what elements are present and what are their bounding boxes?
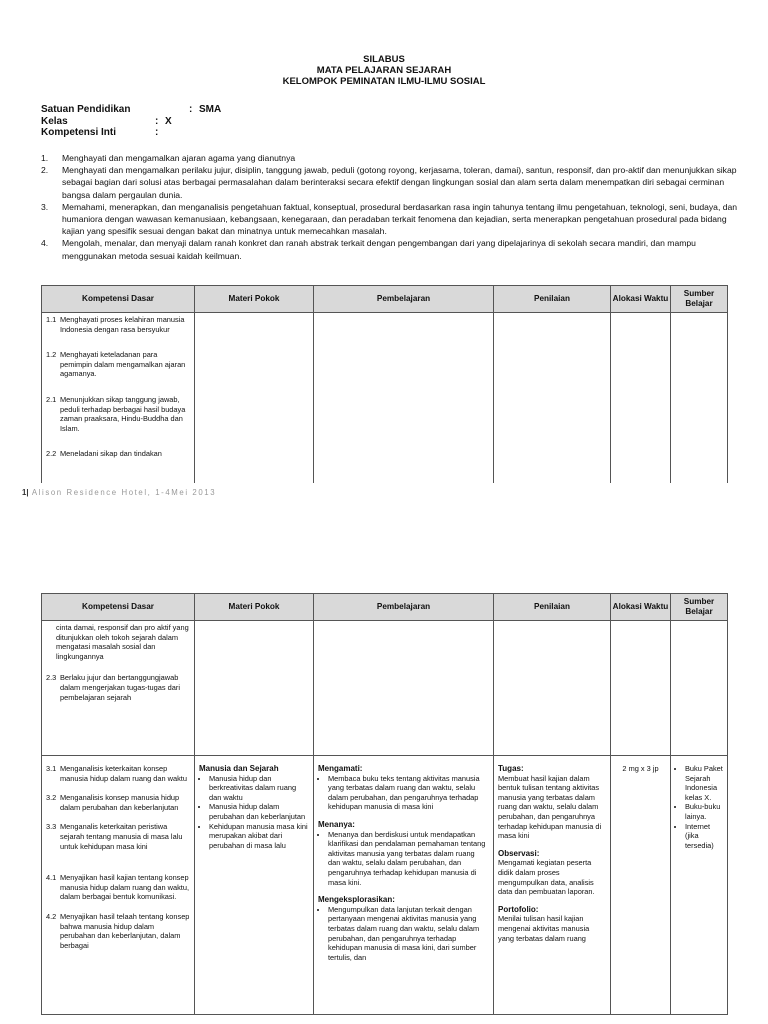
materi-list: [199, 774, 309, 851]
kd-cell: [42, 621, 195, 756]
sumber-list: [675, 764, 723, 850]
penilaian-cell: [494, 756, 611, 1015]
satuan-sep: :: [189, 104, 193, 115]
ki-text: Menghayati dan mengamalkan ajaran agama yang dianutnya: [62, 153, 296, 163]
kd-text: Menyajikan hasil kajian tentang konsep manusia hidup dalam ruang dan waktu, dalam berbagai bentuk komunikasi.: [60, 873, 190, 902]
step-heading: Mengeksplorasikan:: [318, 895, 395, 905]
sumber-cell: [671, 313, 728, 484]
step-heading: Mengamati:: [318, 764, 363, 773]
materi-cell: [195, 621, 314, 756]
ki-text: Memahami, menerapkan, dan menganalisis pengetahuan faktual, konseptual, prosedural berdasarkan rasa ingin tahunya tentang ilmu pengetahuan, teknologi, seni, budaya, dan humaniora dengan wawasan kemanusiaan, kebangsaan, kenegaraan, dan peradaban terkait fenomena dan kejadian, serta menerapkan pengetahuan prosedural pada bidang kajian yang spesifik sesuai dengan bakat dan minatnya untuk memecahkan masalah.: [62, 201, 738, 237]
kd-text: Menghayati keteladanan para pemimpin dalam mengamalkan ajaran agamanya.: [60, 350, 186, 379]
materi-title: Manusia dan Sejarah: [199, 764, 279, 773]
header-materi: Materi Pokok: [195, 286, 314, 313]
assessment-heading: Portofolio:: [498, 904, 539, 914]
kd-text: Menyajikan hasil telaah tentang konsep bahwa manusia hidup dalam perubahan dan keberlanjutan, dalam berbagai: [60, 911, 190, 950]
penilaian-cell: [494, 621, 611, 756]
header-penilaian: Penilaian: [494, 594, 611, 621]
list-item: • Menanya dan berdiskusi untuk mendapatkan klarifikasi dan pendalaman pemahaman tentang aktivitas manusia yang terbatas dalam ruang dan waktu, selalu dalam perubahan, dan pengaruhnya terhadap kehidupan manusia di masa kini.: [328, 830, 489, 888]
materi-cell: [195, 756, 314, 1015]
list-item: • Mengumpulkan data lanjutan terkait dengan pertanyaan mengenai aktivitas manusia yang terbatas dalam ruang dan waktu, selalu dalam perubahan, dan pengaruhnya terhadap kehidupan manusia di masa kini, dari sumber tertulis, dan: [328, 905, 489, 963]
pembelajaran-cell: [314, 756, 494, 1015]
satuan-row: [41, 104, 441, 116]
header-materi: Materi Pokok: [195, 594, 314, 621]
ki-row: [41, 127, 441, 139]
list-item: • Buku-buku lainya.: [685, 802, 723, 821]
kd-num: 4.2: [46, 911, 57, 921]
page-1: [0, 0, 768, 500]
alokasi-cell: [611, 756, 671, 1015]
kelas-value: X: [165, 115, 172, 127]
silabus-table-page2: [41, 593, 728, 1015]
kd-item: [46, 395, 190, 433]
ki-text: Mengolah, menalar, dan menyaji dalam ranah konkret dan ranah abstrak terkait dengan pengembangan dari yang dipelajarinya di sekolah secara mandiri, dan mampu menggunakan metoda sesuai kaidah keilmuan.: [62, 238, 696, 261]
header-alokasi: Alokasi Waktu: [611, 286, 671, 313]
header-alokasi: Alokasi Waktu: [611, 594, 671, 621]
kd-cell: [42, 756, 195, 1015]
table-row: [42, 313, 728, 484]
kd-num: 2.3: [46, 673, 57, 683]
step-heading: Menanya:: [318, 819, 355, 829]
step-list: [318, 830, 489, 888]
kd-num: 3.2: [46, 793, 57, 803]
materi-cell: [195, 313, 314, 484]
kd-text: Menganalisis keterkaitan konsep manusia hidup dalam ruang dan waktu: [60, 764, 187, 783]
kd-item: [46, 673, 190, 702]
ki-num: 4.: [41, 238, 49, 249]
kd-num: 2.2: [46, 449, 57, 459]
kelas-sep: :: [155, 115, 159, 127]
list-item: • Manusia hidup dalam perubahan dan keberlanjutan: [209, 802, 309, 821]
footer-separator: |: [26, 488, 29, 497]
ki-sep: :: [155, 127, 159, 138]
table-row: [42, 756, 728, 1015]
satuan-label: Satuan Pendidikan: [41, 104, 131, 115]
assessment-text: Mengamati kegiatan peserta didik dalam proses mengumpulkan data, analisis data dan pembuatan laporan.: [498, 858, 595, 897]
header-penilaian: Penilaian: [494, 286, 611, 313]
alokasi-cell: [611, 621, 671, 756]
kd-text: Menunjukkan sikap tanggung jawab, peduli terhadap berbagai hasil budaya zaman praaksara, Hindu-Buddha dan Islam.: [60, 394, 186, 433]
header-sumber: Sumber Belajar: [671, 286, 728, 313]
kompetensi-inti-list: [41, 152, 746, 262]
kd-text: Meneladani sikap dan tindakan: [60, 449, 162, 459]
kd-text: Berlaku jujur dan bertanggungjawab dalam mengerjakan tugas-tugas dari pembelajaran sejarah: [60, 673, 180, 702]
kd-item: [46, 449, 190, 459]
ki-item: [41, 152, 746, 164]
kd-item: [46, 350, 190, 379]
kd-num: 2.1: [46, 394, 57, 404]
ki-num: 2.: [41, 165, 49, 176]
page-2: [0, 590, 768, 1024]
ki-item: [41, 164, 746, 201]
list-item: • Internet (jika tersedia): [685, 822, 723, 851]
footer-text: Alison Residence Hotel, 1-4Mei 2013: [31, 488, 217, 497]
ki-num: 1.: [41, 153, 49, 163]
alokasi-value: 2 mg x 3 jp: [622, 764, 659, 773]
ki-item: [41, 201, 746, 238]
list-item: • Kehidupan manusia masa kini merupakan akibat dari perubahan di masa lalu: [209, 822, 309, 851]
silabus-table-page1: [41, 285, 728, 483]
kd-num: 3.1: [46, 764, 57, 773]
title-group: KELOMPOK PEMINATAN ILMU-ILMU SOSIAL: [282, 76, 486, 87]
page-number: 1: [22, 488, 27, 497]
assessment-text: Menilai tulisan hasil kajian mengenai aktivitas manusia yang terbatas dalam ruang: [498, 914, 590, 943]
step-list: [318, 905, 489, 963]
kd-text: Menganalisis konsep manusia hidup dalam perubahan dan keberlanjutan: [60, 793, 180, 812]
list-item: • Buku Paket Sejarah Indonesia kelas X.: [685, 764, 723, 802]
kd-item: [46, 623, 190, 661]
table-header-row: [42, 594, 728, 621]
kd-item: [46, 764, 190, 783]
kd-text: cinta damai, responsif dan pro aktif yang ditunjukkan oleh tokoh sejarah dalam mengatasi masalah sosial dan lingkungannya: [56, 623, 189, 661]
page-footer: [22, 488, 216, 497]
kd-item: [46, 912, 190, 950]
assessment-text: Membuat hasil kajian dalam bentuk tulisan tentang aktivitas manusia yang terbatas dalam ruang dan waktu, selalu dalam perubahan, dan pengaruhnya terhadap kehidupan manusia di masa kini: [498, 773, 602, 841]
satuan-value: SMA: [199, 104, 222, 115]
pembelajaran-cell: [314, 621, 494, 756]
alokasi-cell: [611, 313, 671, 484]
kd-num: 1.1: [46, 315, 57, 324]
title-subject: MATA PELAJARAN SEJARAH: [316, 65, 452, 76]
kd-item: [46, 793, 190, 812]
identity-block: [41, 104, 441, 139]
kd-text: Menganalis keterkaitan peristiwa sejarah tentang manusia di masa lalu untuk kehidupan masa kini: [60, 822, 183, 851]
pembelajaran-cell: [314, 313, 494, 484]
kd-num: 4.1: [46, 873, 57, 883]
document-header: [0, 54, 768, 87]
kd-cell: [42, 313, 195, 484]
sumber-cell: [671, 621, 728, 756]
ki-num: 3.: [41, 201, 49, 212]
header-pembelajaran: Pembelajaran: [314, 286, 494, 313]
header-pembelajaran: Pembelajaran: [314, 594, 494, 621]
list-item: • Manusia hidup dan berkreativitas dalam ruang dan waktu: [209, 774, 309, 803]
assessment-heading: Observasi:: [498, 848, 540, 858]
header-kd: Kompetensi Dasar: [42, 594, 195, 621]
title-silabus: SILABUS: [363, 54, 405, 65]
list-item: • Membaca buku teks tentang aktivitas manusia yang terbatas dalam ruang dan waktu, selalu dalam perubahan, dan pengaruhnya terhadap kehidupan manusia di masa kini: [328, 774, 489, 812]
sumber-cell: [671, 756, 728, 1015]
ki-item: [41, 237, 746, 261]
kd-num: 1.2: [46, 350, 57, 360]
assessment-heading: Tugas:: [498, 764, 524, 773]
kd-text: Menghayati proses kelahiran manusia Indonesia dengan rasa bersyukur: [60, 315, 185, 334]
kd-item: [46, 873, 190, 902]
table-row: [42, 621, 728, 756]
header-kd: Kompetensi Dasar: [42, 286, 195, 313]
penilaian-cell: [494, 313, 611, 484]
ki-label: Kompetensi Inti: [41, 127, 117, 138]
header-sumber: Sumber Belajar: [671, 594, 728, 621]
step-list: [318, 774, 489, 812]
ki-text: Menghayati dan mengamalkan perilaku jujur, disiplin, tanggung jawab, peduli (gotong royong, kerjasama, toleran, damai), santun, responsif, dan pro-aktif dan menunjukkan sikap sebagai bagian dari solusi atas berbagai permasalahan dalam berinteraksi secara efektif dengan lingkungan sosial dan alam serta dalam menempatkan diri sebagai cerminan bangsa dalam pergaulan dunia.: [62, 165, 737, 200]
kelas-row: [41, 116, 441, 128]
kd-num: 3.3: [46, 822, 57, 832]
kd-item: [46, 315, 190, 334]
kd-item: [46, 822, 190, 851]
kelas-label: Kelas: [41, 115, 68, 127]
table-header-row: [42, 286, 728, 313]
